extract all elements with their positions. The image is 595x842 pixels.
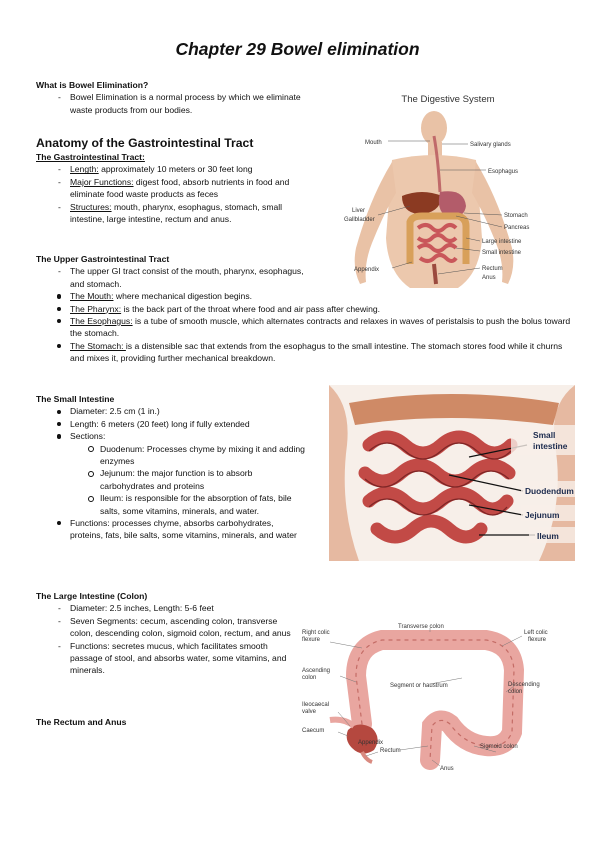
what-is-text: - Bowel Elimination is a normal process by which we eliminate waste products from our bodies. — [36, 91, 301, 116]
small-intestine-section — [36, 393, 321, 542]
list-item: Jejunum: the major function is to absorb carbohydrates and proteins — [36, 467, 306, 492]
upper-gi-heading: The Upper Gastrointestinal Tract — [36, 254, 170, 264]
list-item: - Functions: secretes mucus, which facilitates smooth passage of stool, and absorbs water, some vitamins, and minerals. — [36, 640, 296, 677]
upper-gi-intro: - The upper GI tract consist of the mouth, pharynx, esophagus, and stomach. — [36, 265, 306, 290]
label-rectum: Rectum — [482, 266, 503, 272]
label-descending-1: Descending — [508, 682, 540, 688]
label-anus: Anus — [440, 766, 454, 772]
what-is-section — [36, 79, 326, 116]
label-left-flexure-1: Left colic — [524, 630, 548, 636]
gi-tract-subheading: The Gastrointestinal Tract: — [36, 152, 145, 162]
figure-title: The Digestive System — [401, 94, 495, 105]
label-ileocaecal-1: Ileocaecal — [302, 702, 330, 708]
list-item: Sections: — [36, 430, 321, 442]
label-appendix: Appendix — [354, 267, 380, 273]
label-liver: Liver — [352, 208, 366, 214]
list-item: - Length: approximately 10 meters or 30 feet long — [36, 163, 294, 175]
label-ascending-2: colon — [302, 675, 317, 681]
list-item: - Structures: mouth, pharynx, esophagus, stomach, small intestine, large intestine, rectum and anus. — [36, 201, 294, 226]
list-item: - Major Functions: digest food, absorb nutrients in food and eliminate food waste products as feces — [36, 176, 294, 201]
label-mouth: Mouth — [365, 140, 382, 146]
label-appendix: Appendix — [358, 740, 384, 746]
list-item: Functions: processes chyme, absorbs carbohydrates, proteins, fats, bile salts, some vitamins, minerals, and water — [36, 517, 306, 542]
small-intestine-figure — [329, 385, 575, 561]
list-item: The Esophagus: is a tube of smooth muscle, which alternates contracts and relaxes in waves of peristalsis to push the bolus toward the stomach. — [36, 315, 571, 340]
label-sigmoid: Sigmoid colon — [480, 744, 518, 750]
page-title: Chapter 29 Bowel elimination — [175, 39, 420, 59]
label-gallbladder: Gallbladder — [344, 217, 375, 223]
caecum-shape — [347, 724, 378, 753]
list-item: The Stomach: is a distensible sac that extends from the esophagus to the small intestine. The stomach stores food while it churns and mixes it, providing further mechanical breakdown. — [36, 340, 571, 365]
label-pancreas: Pancreas — [504, 225, 530, 231]
list-item: - Seven Segments: cecum, ascending colon, transverse colon, descending colon, sigmoid colon, rectum, and anus — [36, 615, 296, 640]
list-item: Length: 6 meters (20 feet) long if fully extended — [36, 418, 321, 430]
anatomy-heading: Anatomy of the Gastrointestinal Tract — [36, 136, 254, 150]
label-ileocaecal-2: valve — [302, 709, 317, 715]
label-large-intestine: Large intestine — [482, 239, 522, 245]
label-small: Small — [533, 430, 556, 440]
label-esophagus: Esophagus — [488, 169, 519, 175]
large-intestine-heading: The Large Intestine (Colon) — [36, 591, 148, 601]
list-item: Duodenum: Processes chyme by mixing it and adding enzymes — [36, 443, 306, 468]
label-intestine: intestine — [533, 441, 568, 451]
ileum-end-shape — [330, 720, 354, 726]
label-ileum: Ileum — [537, 531, 559, 541]
label-salivary: Salivary glands — [470, 142, 511, 148]
anatomy-section — [36, 136, 326, 225]
colon-figure — [300, 622, 562, 774]
small-intestine-heading: The Small Intestine — [36, 394, 115, 404]
rectum-anus-heading: The Rectum and Anus — [36, 717, 127, 727]
label-ascending-1: Ascending — [302, 668, 331, 674]
label-descending-2: colon — [508, 689, 523, 695]
label-duodenum: Duodendum — [525, 486, 574, 496]
label-small-intestine: Small intestine — [482, 250, 522, 256]
label-rectum: Rectum — [380, 748, 401, 754]
label-right-flexure-1: Right colic — [302, 630, 330, 636]
list-item: Diameter: 2.5 cm (1 in.) — [36, 405, 321, 417]
label-right-flexure-2: flexure — [302, 637, 321, 643]
digestive-system-figure — [330, 88, 565, 293]
appendix-shape — [362, 752, 372, 762]
what-is-heading: What is Bowel Elimination? — [36, 80, 149, 90]
list-item: - Diameter: 2.5 inches, Length: 5-6 feet — [36, 602, 296, 614]
label-stomach: Stomach — [504, 213, 528, 219]
label-segment: Segment or haustrum — [390, 683, 448, 689]
label-anus: Anus — [482, 275, 496, 281]
large-intestine-section — [36, 590, 301, 677]
label-caecum: Caecum — [302, 728, 325, 734]
list-item: The Pharynx: is the back part of the throat where food and air pass after chewing. — [36, 303, 571, 315]
list-item: The Mouth: where mechanical digestion begins. — [36, 290, 571, 302]
list-item: Ileum: is responsible for the absorption of fats, bile salts, some vitamins, minerals, and water. — [36, 492, 306, 517]
label-transverse: Transverse colon — [398, 624, 444, 630]
label-jejunum: Jejunum — [525, 510, 560, 520]
rectum-shape — [434, 264, 436, 284]
label-left-flexure-2: flexure — [528, 637, 547, 643]
